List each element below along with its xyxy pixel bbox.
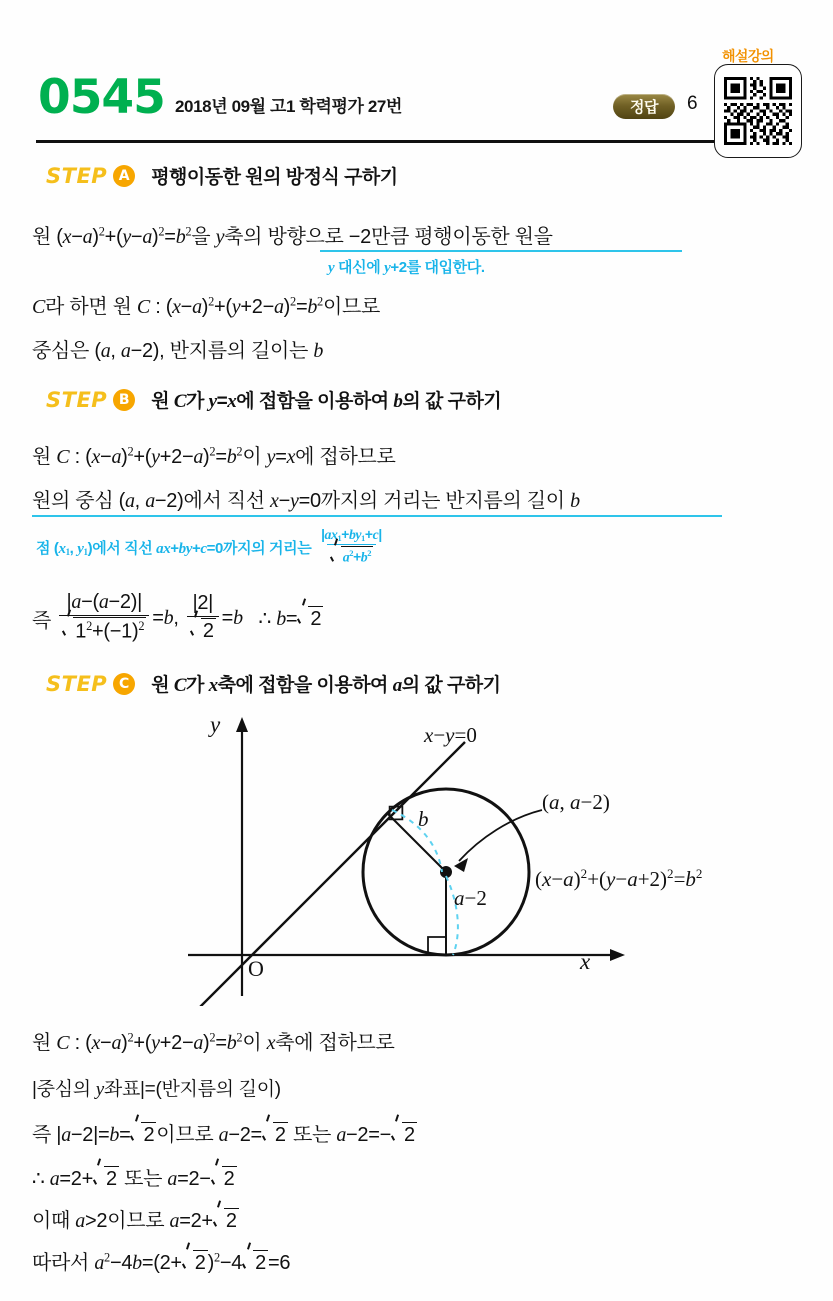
radius-b-segment bbox=[387, 813, 446, 872]
step-header-c bbox=[46, 670, 501, 697]
stepa-note: y 대신에 y+2를 대입한다. bbox=[328, 259, 485, 276]
qr-code-box[interactable] bbox=[714, 64, 802, 158]
step-header-b bbox=[46, 386, 501, 413]
stepb-line-1: 원 C : $(x-a)^2+(y+2-a)^2=b^2$이 y=x에 접하므로 bbox=[32, 444, 396, 468]
step-title-a: 평행이동한 원의 방정식 구하기 bbox=[151, 167, 398, 188]
stepc-line-5: 이때 a>2이므로 a=2+ 2 bbox=[32, 1210, 237, 1232]
stepc-line-3: 즉 |a−2|=b= 2 이므로 a−2= 2 또는 a−2=− 2 bbox=[32, 1124, 415, 1146]
step-word-c: STEP bbox=[46, 671, 108, 696]
step-header-a bbox=[46, 162, 398, 189]
stepa-line-1: 원 $(x-a)^2+(y-a)^2=b^2$을 y축의 방향으로 −2만큼 평행이동한 원을 bbox=[32, 224, 553, 248]
x-axis-arrow bbox=[610, 949, 625, 961]
height-label-a2: a−2 bbox=[454, 886, 487, 910]
tangent-line bbox=[197, 742, 465, 1006]
stepa-line-3: 중심은 (a, a−2), 반지름의 길이는 b bbox=[32, 340, 324, 362]
radius-label-b: b bbox=[418, 807, 429, 831]
step-word-b: STEP bbox=[46, 387, 108, 412]
qr-code-icon bbox=[724, 77, 792, 145]
center-coordinate-label: (a, a−2) bbox=[542, 790, 610, 814]
step-letter-badge-c: C bbox=[113, 673, 135, 695]
y-axis-label: y bbox=[210, 712, 221, 737]
geometry-figure bbox=[170, 706, 830, 1006]
stepb-line-2: 원의 중심 (a, a−2)에서 직선 x−y=0까지의 거리는 반지름의 길이 b bbox=[32, 490, 580, 512]
stepa-line-2: C라 하면 원 C : $(x-a)^2+(y+2-a)^2=b^2$이므로 bbox=[32, 294, 381, 318]
exam-source-label: 2018년 09월 고1 학력평가 27번 bbox=[175, 97, 402, 116]
step-title-c: 원 C가 x축에 접함을 이용하여 a의 값 구하기 bbox=[151, 675, 501, 696]
distance-formula: $\frac{|ax_1+by_1+c|}{a^2+b^2}$ bbox=[321, 527, 382, 565]
stepc-line-2: |중심의 y좌표|=(반지름의 길이) bbox=[32, 1079, 281, 1100]
circle-equation-label: $(x-a)^2+(y-a+2)^2=b^2$ bbox=[535, 866, 703, 891]
answer-badge: 정답 bbox=[613, 94, 675, 119]
tangent-line-label: x−y=0 bbox=[424, 723, 477, 747]
stepb-note: 점 ($x_1$, $y_1$)에서 직선 ax+by+c=0까지의 거리는 $\frac{|ax_1+by_1+c|}{a^2+b^2}$ bbox=[36, 528, 388, 567]
step-letter-badge-a: A bbox=[113, 165, 135, 187]
step-title-b: 원 C가 y=x에 접함을 이용하여 b의 값 구하기 bbox=[151, 391, 502, 412]
video-lecture-label: 해설강의 bbox=[722, 48, 774, 64]
stepb-line-3: 즉 $\frac{|a-(a-2)|}{1^2+(-1)^2}$ =b, $\frac{|2|}{2}$ =b ∴ b= 2 bbox=[32, 591, 322, 643]
center-pointer-line bbox=[459, 810, 542, 861]
y-axis-arrow bbox=[236, 717, 248, 732]
page-title: 0545 bbox=[38, 70, 165, 125]
stepa-note-underline bbox=[320, 250, 682, 252]
step-word-a: STEP bbox=[46, 163, 108, 188]
stepb-note-underline bbox=[32, 515, 722, 517]
step-letter-badge-b: B bbox=[113, 389, 135, 411]
geometry-svg bbox=[170, 706, 830, 1006]
stepc-line-4: ∴ a=2+ 2 또는 a=2− 2 bbox=[32, 1168, 235, 1190]
stepc-line-6: 따라서 $a^2-4b=(2+ 2$ )$^2$−4 2 =6 bbox=[32, 1250, 291, 1274]
stepc-line-1: 원 C : $(x-a)^2+(y+2-a)^2=b^2$이 x축에 접하므로 bbox=[32, 1030, 395, 1054]
x-axis-label: x bbox=[580, 949, 591, 974]
header-divider bbox=[36, 140, 714, 143]
origin-label: O bbox=[248, 956, 264, 981]
answer-value: 6 bbox=[687, 93, 698, 114]
